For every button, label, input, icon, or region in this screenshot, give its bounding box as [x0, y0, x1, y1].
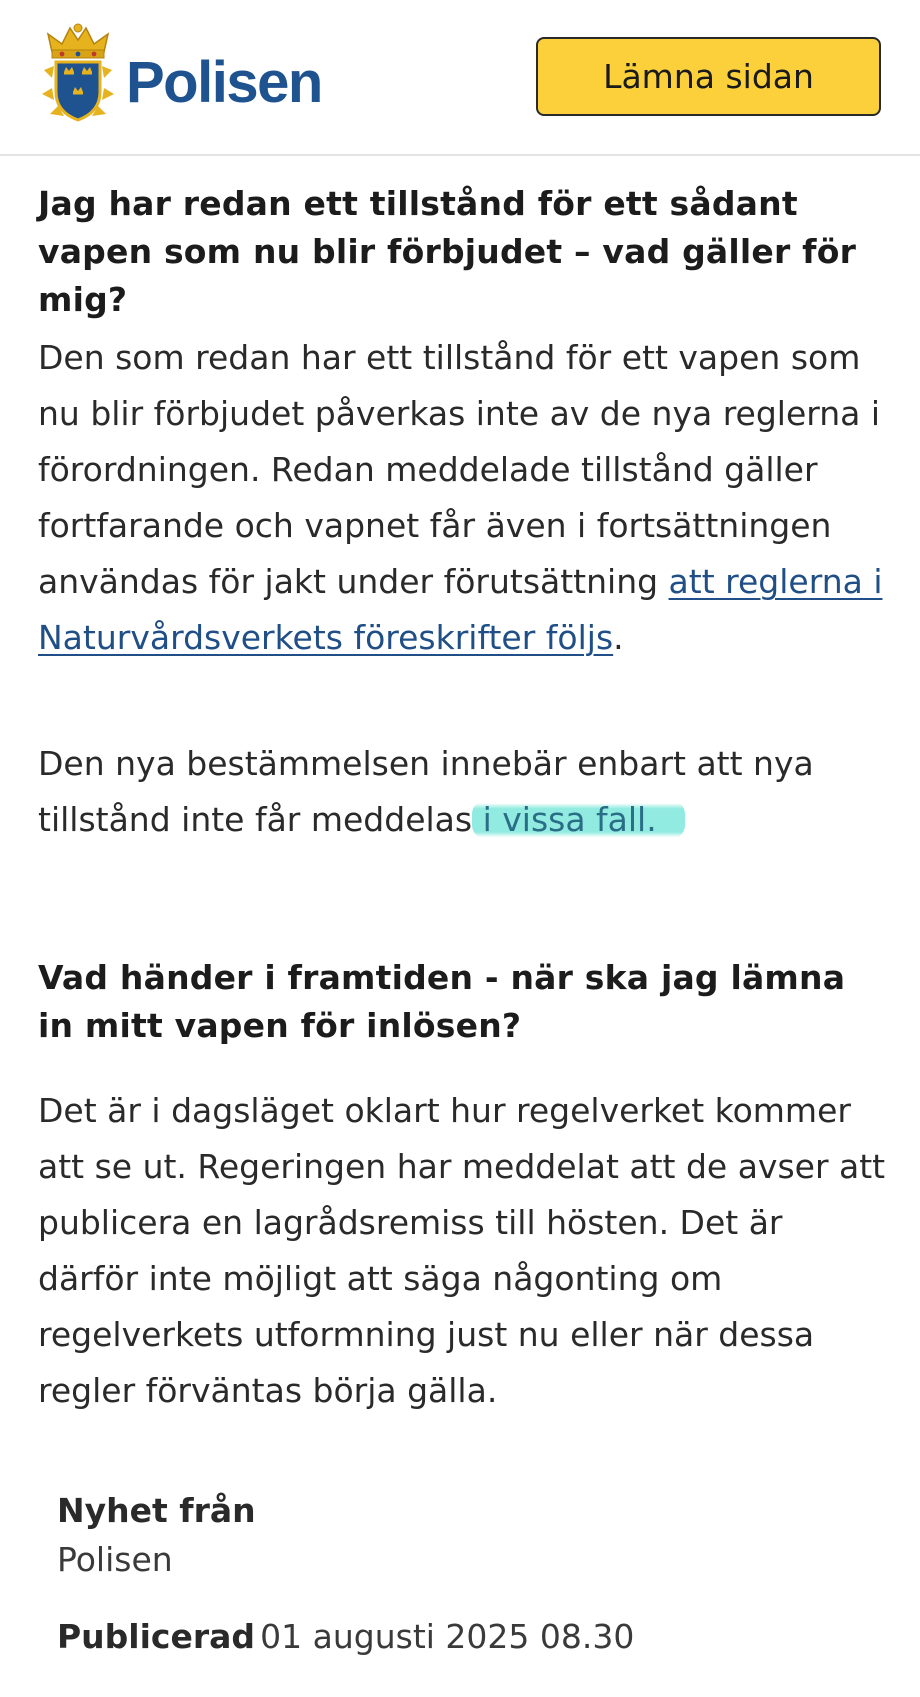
published-info: [57, 1617, 877, 1656]
body-text-end: .: [613, 618, 624, 657]
section-existing-permit: [38, 180, 888, 324]
naturvardsverket-link[interactable]: att reglerna i Naturvårdsverkets föreskrifter följs: [38, 562, 883, 657]
body-paragraph: [38, 330, 888, 666]
highlighted-text: i vissa fall.: [472, 800, 685, 839]
news-source: [57, 1491, 877, 1579]
site-header: [0, 0, 920, 156]
leave-page-button[interactable]: Lämna sidan: [536, 37, 881, 116]
paragraph-future: [38, 1083, 888, 1419]
body-paragraph: [38, 736, 888, 848]
section-heading-existing-permit: Jag har redan ett tillstånd för ett sådant vapen som nu blir förbjudet – vad gäller för mig?: [38, 184, 857, 319]
news-from-label: Nyhet från: [57, 1491, 256, 1530]
paragraph-new-rule: [38, 736, 888, 848]
body-paragraph: Det är i dagsläget oklart hur regelverket kommer att se ut. Regeringen har meddelat att de avser att publicera en lagrådsremiss till hösten. Det är därför inte möjligt att säga någonting om regelverkets utformning just nu eller när dessa regler förväntas börja gälla.: [38, 1091, 886, 1410]
section-future: [38, 954, 888, 1050]
brand-name: Polisen: [126, 49, 322, 115]
body-text: Den nya bestämmelsen innebär enbart att nya tillstånd inte får meddelas: [38, 744, 814, 839]
police-crest-icon: [38, 22, 118, 124]
news-from-value: Polisen: [57, 1540, 173, 1579]
published-label: Publicerad: [57, 1617, 256, 1656]
paragraph-existing-permit: [38, 330, 888, 666]
body-text: Den som redan har ett tillstånd för ett vapen som nu blir förbjudet påverkas inte av de nya reglerna i förordningen. Redan meddelade tillstånd gäller fortfarande och vapnet får även i fortsättningen användas för jakt under förutsättning: [38, 338, 881, 601]
published-date: 01 augusti 2025 08.30: [260, 1617, 635, 1656]
section-heading-future: Vad händer i framtiden - när ska jag lämna in mitt vapen för inlösen?: [38, 958, 846, 1045]
polisen-logo[interactable]: [38, 22, 322, 124]
